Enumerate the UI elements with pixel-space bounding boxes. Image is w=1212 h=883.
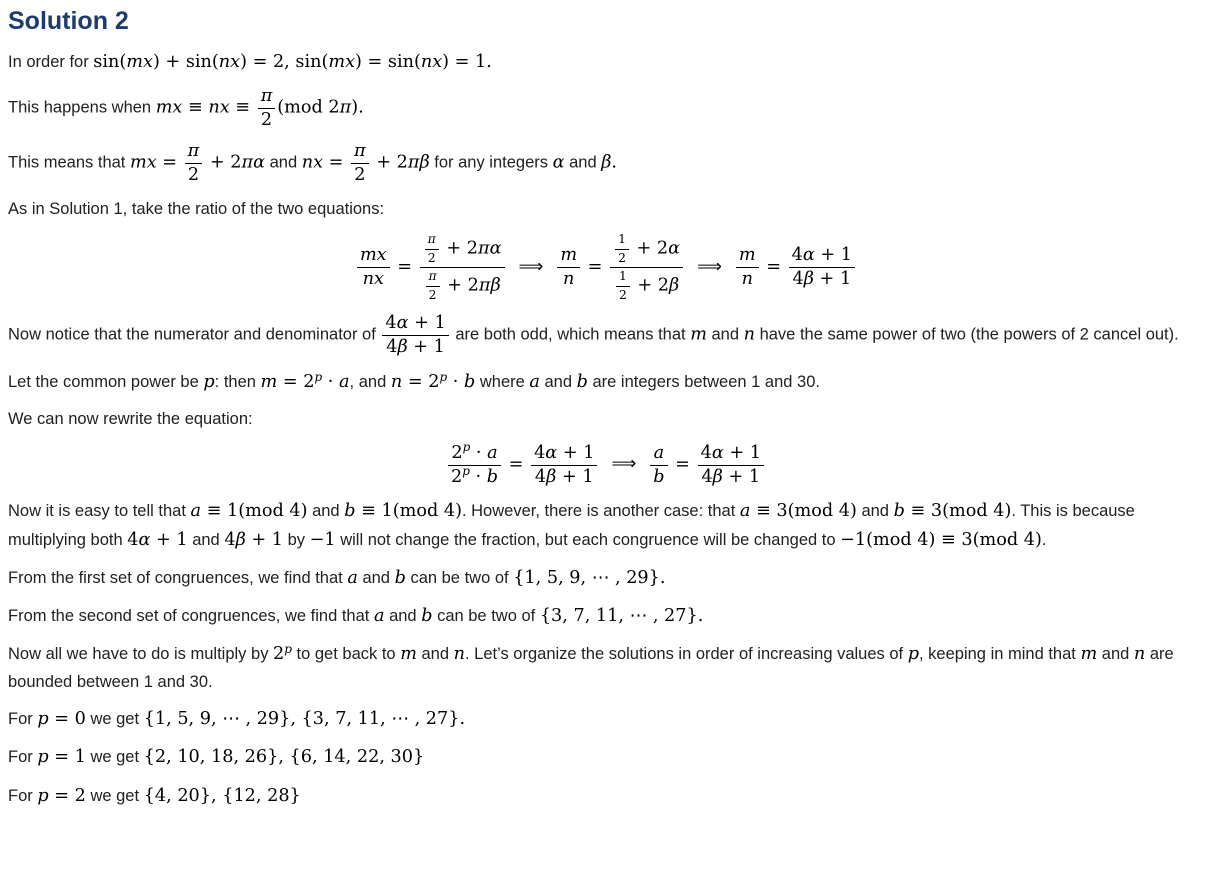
math-roman-run: 4 [386, 337, 398, 358]
math-italic-run: a [347, 567, 358, 588]
math-roman-run: 2 [451, 466, 463, 487]
math-fraction [448, 440, 501, 488]
math-italic-run: b [344, 501, 356, 522]
math-roman-run: + 2 [441, 275, 479, 296]
fraction-numerator [650, 443, 667, 466]
math-roman-run: + 2 [440, 238, 478, 259]
math-roman-run: . [611, 152, 618, 173]
paragraph [8, 368, 1204, 396]
math-fraction [258, 86, 276, 131]
text-run: Now all we have to do is multiply by [8, 645, 274, 664]
fraction-denominator [420, 268, 505, 303]
text-run: and [564, 153, 602, 172]
math-roman-run: {1, 5, 9, ⋯ , 29}. [513, 567, 666, 588]
text-run: and [706, 326, 744, 345]
math-italic-run: b [576, 372, 588, 393]
math-roman-run: · [470, 442, 488, 463]
math-roman-run: + 1 [557, 442, 595, 463]
math-italic-run: β [712, 466, 723, 487]
text-run: to get back to [291, 645, 401, 664]
math-roman-run: (mod 2 [277, 97, 340, 118]
text-run: can be two of [405, 568, 514, 587]
fraction-denominator [610, 268, 683, 303]
math-roman-run: 2 [618, 287, 627, 302]
text-run: and [384, 607, 422, 626]
fraction-denominator [425, 250, 439, 267]
math-roman-run: = 2 [48, 785, 86, 806]
math-roman-run: + 1 [150, 529, 188, 550]
math-italic-run: p [37, 709, 49, 730]
math-roman-run: 2 [451, 442, 463, 463]
math-roman-run: = 1 [48, 747, 86, 768]
text-run: This happens when [8, 98, 156, 117]
text-run: : then [214, 373, 261, 392]
math-italic-run: a [653, 442, 665, 463]
paragraph [8, 406, 1204, 432]
fraction-denominator [698, 466, 764, 488]
math-italic-run: a [339, 372, 350, 393]
fraction-denominator [789, 268, 855, 290]
math-roman-run: 2 [428, 287, 437, 302]
math-roman-run: 2 [427, 250, 436, 265]
fraction-numerator [736, 245, 759, 268]
math-italic-run: nx [218, 52, 241, 72]
fraction-denominator [557, 268, 580, 290]
power-exponent [284, 641, 292, 656]
math-roman-run: {1, 5, 9, ⋯ , 29}, {3, 7, 11, ⋯ , 27}. [143, 709, 466, 730]
math-fraction [736, 245, 759, 290]
math-italic-run: π [339, 97, 352, 118]
math-roman-run: = [582, 257, 609, 278]
math-roman-run: −1 [309, 529, 336, 550]
math-roman-run: + 1 [408, 313, 446, 334]
math-roman-run: + 2 [630, 238, 669, 259]
fraction-numerator [357, 245, 390, 268]
math-roman-run: 4 [701, 466, 713, 487]
text-run: for any integers [429, 153, 553, 172]
math-roman-run: · [469, 466, 487, 487]
math-italic-run: m [560, 245, 578, 266]
math-fraction [557, 245, 580, 290]
fraction-numerator [616, 269, 630, 287]
text-run: and [307, 502, 345, 521]
page-title: Solution 2 [8, 7, 129, 35]
math-roman-run: sin( [93, 52, 127, 72]
text-run: we get [85, 710, 144, 729]
text-run: by [283, 530, 310, 549]
math-fraction [185, 141, 203, 186]
math-italic-run: m [260, 372, 278, 393]
fraction-denominator [258, 109, 276, 131]
math-italic-run: n [453, 644, 465, 665]
power-exponent [462, 466, 470, 478]
math-italic-run: β [669, 275, 680, 296]
math-fraction [357, 245, 390, 290]
math-roman-run: + 1 [245, 529, 283, 550]
math-roman-run: ≡ 3(mod 4) [750, 501, 857, 522]
math-italic-run: p [907, 644, 920, 665]
text-run: and [187, 530, 225, 549]
text-run: For [8, 748, 38, 767]
paragraph [8, 564, 1204, 592]
text-run: This means that [8, 153, 130, 172]
math-italic-run: m [1080, 644, 1098, 665]
math-roman-run: {4, 20}, {12, 28} [143, 785, 301, 806]
math-italic-run: m [400, 644, 417, 665]
text-run: . However, there is another case: that [461, 502, 740, 521]
math-italic-run: n [1133, 644, 1146, 665]
text-run: From the second set of congruences, we find that [8, 607, 374, 626]
math-italic-run: α [711, 442, 724, 463]
text-run: and [856, 502, 894, 521]
math-fraction [420, 232, 505, 304]
math-italic-run: β [235, 529, 246, 550]
math-roman-run: + 1 [814, 245, 853, 266]
math-roman-run: + 1 [407, 337, 445, 358]
text-run: In order for [8, 53, 94, 71]
text-run: are integers between 1 and 30. [587, 373, 820, 392]
math-italic-run: β [397, 337, 408, 358]
math-italic-run: α [668, 238, 681, 259]
math-roman-run: ≡ 1(mod 4) [355, 501, 462, 522]
power-base [273, 645, 284, 663]
fraction-denominator [448, 466, 501, 488]
math-roman-run: 1 [618, 269, 627, 284]
fraction-denominator [650, 466, 667, 488]
math-roman-run: 4 [224, 529, 236, 550]
math-roman-run: 4 [385, 313, 397, 334]
math-roman-run: = [669, 454, 696, 475]
fraction-denominator [736, 268, 759, 290]
math-italic-run: nx [208, 97, 230, 118]
paragraph [8, 640, 1204, 695]
math-italic-run: n [741, 269, 753, 290]
math-italic-run: b [893, 501, 905, 522]
math-power [273, 641, 292, 665]
math-italic-run: b [421, 606, 433, 627]
math-roman-run: + 1 [556, 466, 594, 487]
math-roman-run: ) + sin( [152, 52, 219, 72]
math-italic-run: mx [359, 245, 387, 266]
math-roman-run: = [402, 372, 429, 393]
text-run: and [539, 373, 577, 392]
math-italic-run: πα [241, 152, 266, 173]
math-italic-run: b [486, 466, 499, 487]
math-roman-run: = [760, 257, 787, 278]
text-run: . Let’s organize the solutions in order of increasing values of [465, 645, 908, 664]
math-italic-run: p [37, 747, 49, 768]
fraction-denominator [615, 250, 629, 267]
math-power [303, 369, 323, 393]
math-roman-run: ) = sin( [355, 52, 421, 72]
math-roman-run: ≡ [229, 97, 256, 118]
text-run: . [1041, 530, 1047, 549]
math-italic-run: p [462, 464, 470, 479]
math-italic-run: b [653, 466, 665, 487]
display-equation [8, 232, 1204, 304]
math-fraction [351, 141, 369, 186]
paragraph [8, 141, 1204, 186]
math-roman-run: + 1 [722, 466, 761, 487]
power-exponent [439, 369, 448, 384]
math-fraction [425, 232, 439, 266]
math-italic-run: b [394, 567, 406, 588]
text-run: From the first set of congruences, we find that [8, 568, 348, 587]
math-italic-run: β [601, 152, 612, 173]
fraction-denominator [357, 268, 390, 290]
math-italic-run: p [462, 440, 471, 455]
text-run: have the same power of two (the powers of 2 cancel out). [755, 326, 1179, 345]
math-roman-run: ). [351, 97, 364, 118]
fraction-numerator [258, 86, 276, 109]
math-roman-run: ) = 1. [442, 52, 492, 72]
math-roman-run: = [156, 152, 183, 173]
math-italic-run: α [545, 442, 558, 463]
math-roman-run: = [391, 257, 418, 278]
math-italic-run: πα [478, 238, 502, 259]
text-run: and [1097, 645, 1134, 664]
text-run: and [265, 153, 302, 172]
math-roman-run: ≡ [182, 97, 209, 118]
math-roman-run: 4 [127, 529, 139, 550]
math-italic-run: p [314, 369, 323, 384]
math-italic-run: b [463, 372, 476, 393]
math-roman-run: = [503, 454, 530, 475]
math-italic-run: mx [328, 52, 356, 72]
math-roman-run: · [322, 372, 340, 393]
math-italic-run: π [187, 140, 200, 161]
power-base [451, 444, 462, 462]
math-italic-run: mx [126, 52, 153, 72]
text-run: . This is because multiplying both [8, 502, 1135, 549]
math-fraction [789, 245, 855, 290]
math-roman-run: ) = 2, sin( [240, 52, 329, 72]
math-italic-run: π [354, 140, 366, 161]
fraction-numerator [557, 245, 580, 268]
fraction-denominator [382, 336, 448, 358]
math-italic-run: α [396, 313, 409, 334]
implies-arrow-icon: ⟹ [611, 454, 637, 475]
math-roman-run: 2 [187, 164, 200, 185]
text-run: and [357, 568, 395, 587]
math-roman-run: 2 [428, 372, 440, 393]
math-fraction [610, 232, 683, 304]
fraction-numerator [789, 245, 855, 268]
math-roman-run: {3, 7, 11, ⋯ , 27}. [539, 606, 704, 627]
math-italic-run: a [487, 442, 498, 463]
math-italic-run: nx [301, 152, 324, 173]
math-italic-run: a [373, 606, 385, 627]
math-italic-run: πβ [478, 275, 501, 296]
math-italic-run: p [37, 785, 49, 806]
paragraph [8, 602, 1204, 630]
paragraph [8, 705, 1204, 733]
fraction-denominator [185, 164, 203, 186]
text-run: and [416, 645, 454, 664]
text-run: are both odd, which means that [450, 326, 691, 345]
display-equation [8, 440, 1204, 488]
power-base [428, 373, 439, 391]
math-roman-run: + 2 [204, 152, 242, 173]
math-italic-run: β [803, 269, 814, 290]
implies-arrow-icon: ⟹ [518, 257, 544, 278]
text-run: For [8, 710, 38, 729]
text-run: , keeping in mind that [919, 645, 1081, 664]
math-fraction [382, 313, 448, 358]
text-run: will not change the fraction, but each congruence will be changed to [335, 530, 841, 549]
math-roman-run: 4 [791, 245, 803, 266]
fraction-denominator [531, 466, 597, 488]
power-base [303, 373, 314, 391]
fraction-numerator [531, 443, 597, 466]
implies-arrow-icon: ⟹ [697, 257, 722, 278]
math-roman-run: ≡ 3(mod 4) [904, 501, 1012, 522]
math-power [451, 440, 471, 463]
fraction-numerator [425, 232, 439, 250]
fraction-numerator [420, 232, 505, 268]
fraction-numerator [426, 269, 440, 287]
text-run: We can now rewrite the equation: [8, 410, 253, 429]
paragraph [8, 196, 1204, 222]
math-roman-run: + 2 [370, 152, 408, 173]
math-power [451, 464, 470, 487]
text-run: where [475, 373, 530, 392]
math-roman-run: = 0 [48, 709, 86, 730]
fraction-denominator [426, 287, 440, 304]
math-roman-run: 4 [534, 466, 547, 487]
text-run: Let the common power be [8, 373, 204, 392]
text-run: , and [349, 373, 391, 392]
math-italic-run: π [427, 231, 436, 246]
text-run: Now notice that the numerator and denominator of [8, 326, 381, 345]
math-italic-run: a [190, 501, 202, 522]
math-fraction [426, 269, 440, 303]
math-italic-run: p [203, 372, 215, 393]
math-italic-run: mx [129, 152, 157, 173]
text-run: can be two of [432, 607, 540, 626]
fraction-numerator [351, 141, 369, 164]
math-roman-run: = [323, 152, 350, 173]
math-italic-run: α [138, 529, 151, 550]
fraction-numerator [698, 443, 764, 466]
math-italic-run: nx [362, 269, 384, 290]
math-italic-run: n [390, 372, 403, 393]
math-fraction [616, 269, 630, 303]
math-italic-run: β [546, 466, 557, 487]
math-roman-run: 2 [354, 164, 366, 185]
paragraph [8, 782, 1204, 810]
math-italic-run: m [690, 325, 707, 346]
fraction-numerator [610, 232, 683, 268]
fraction-denominator [351, 164, 369, 186]
math-italic-run: a [739, 501, 751, 522]
math-italic-run: π [260, 86, 273, 107]
math-fraction [615, 232, 629, 266]
fraction-numerator [448, 440, 501, 466]
math-power [428, 369, 448, 393]
math-roman-run: 4 [700, 442, 712, 463]
math-italic-run: p [284, 641, 292, 656]
math-roman-run: = [277, 372, 304, 393]
math-roman-run: 1 [618, 231, 626, 246]
text-run: As in Solution 1, take the ratio of the two equations: [8, 199, 385, 218]
math-roman-run: · [447, 372, 464, 393]
math-roman-run: 4 [534, 442, 546, 463]
fraction-denominator [616, 287, 630, 304]
content-blocks [8, 48, 1204, 810]
math-italic-run: n [563, 269, 575, 290]
math-roman-run: 2 [303, 372, 315, 393]
math-italic-run: π [428, 269, 437, 284]
text-run: For [8, 786, 38, 805]
math-roman-run: −1(mod 4) ≡ 3(mod 4) [840, 529, 1042, 550]
math-roman-run: + 1 [813, 269, 852, 290]
math-italic-run: πβ [407, 152, 430, 173]
paragraph [8, 313, 1204, 358]
math-italic-run: nx [420, 52, 443, 72]
math-fraction [531, 443, 597, 488]
paragraph [8, 497, 1204, 554]
math-italic-run: m [738, 245, 756, 266]
math-roman-run: + 1 [723, 442, 761, 463]
paragraph [8, 86, 1204, 131]
fraction-numerator [615, 232, 629, 250]
text-run: we get [85, 786, 144, 805]
math-roman-run: + 2 [631, 275, 670, 296]
math-roman-run: 4 [792, 269, 804, 290]
math-italic-run: p [439, 369, 448, 384]
math-roman-run: ≡ 1(mod 4) [201, 501, 308, 522]
math-italic-run: mx [155, 97, 183, 118]
math-italic-run: α [802, 245, 815, 266]
math-italic-run: α [552, 152, 565, 173]
paragraph [8, 743, 1204, 771]
power-base [451, 468, 462, 486]
math-fraction [650, 443, 667, 488]
math-fraction [698, 443, 764, 488]
math-roman-run: 2 [260, 110, 273, 131]
text-run: we get [85, 748, 144, 767]
math-roman-run: 2 [273, 644, 285, 665]
fraction-numerator [185, 141, 203, 164]
math-italic-run: a [529, 372, 540, 393]
math-roman-run: {2, 10, 18, 26}, {6, 14, 22, 30} [143, 747, 425, 768]
text-run: Now it is easy to tell that [8, 502, 191, 521]
fraction-numerator [382, 313, 448, 336]
text-run: are bounded between 1 and 30. [8, 645, 1174, 691]
paragraph [8, 48, 1204, 76]
math-italic-run: n [743, 325, 755, 346]
math-roman-run: 2 [618, 250, 626, 265]
